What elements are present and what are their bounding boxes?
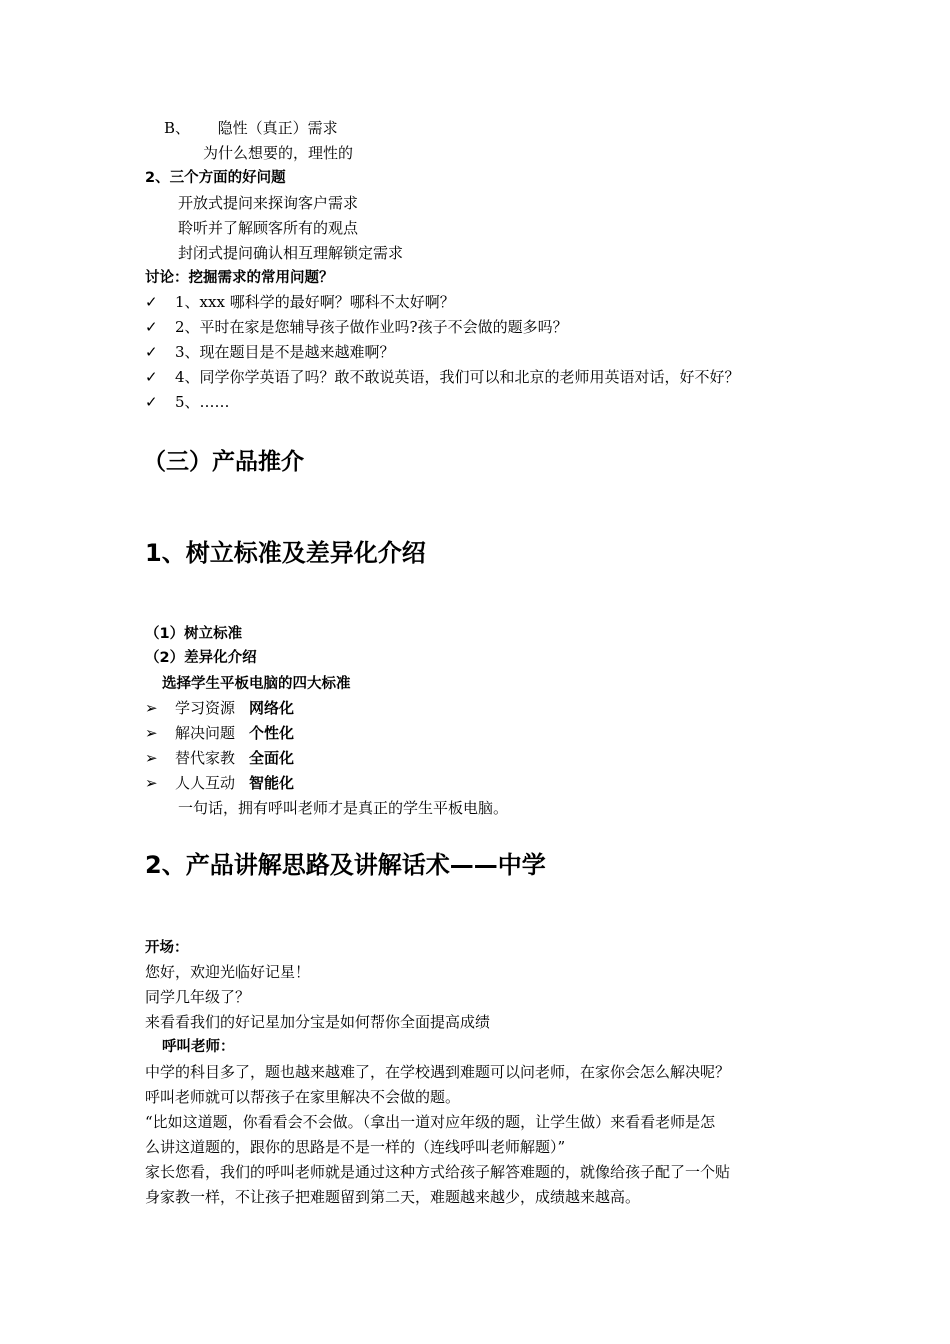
- check-icon: ✓: [145, 293, 158, 311]
- check-icon: ✓: [145, 368, 158, 386]
- standards-title: 选择学生平板电脑的四大标准: [162, 676, 351, 692]
- call-teacher-label: 呼叫老师：: [162, 1039, 235, 1055]
- section-title: （三）产品推介: [143, 449, 304, 475]
- standard-item: [145, 723, 294, 743]
- section-b-label: B、: [164, 119, 191, 137]
- good-questions-heading: 2、三个方面的好问题: [145, 170, 286, 186]
- subheading-standard: （1）树立标准: [145, 626, 243, 642]
- paragraph-line: 呼叫老师就可以帮孩子在家里解决不会做的题。: [145, 1088, 461, 1106]
- subheading-difference: （2）差异化介绍: [145, 650, 257, 666]
- arrow-bullet-icon: ➢: [145, 749, 158, 767]
- discussion-item-text: 4、同学你学英语了吗？敢不敢说英语，我们可以和北京的老师用英语对话，好不好？: [175, 368, 740, 386]
- paragraph-line: “比如这道题，你看看会不会做。（拿出一道对应年级的题，让学生做）来看看老师是怎: [145, 1113, 716, 1131]
- discussion-item: [145, 317, 568, 337]
- standard-label: 解决问题: [175, 724, 236, 742]
- discussion-item: [145, 342, 395, 362]
- good-question-item: 开放式提问来探询客户需求: [178, 194, 359, 212]
- standard-value: 个性化: [249, 724, 295, 742]
- discussion-heading: 讨论：挖掘需求的常用问题？: [145, 270, 334, 286]
- section-b-desc: 为什么想要的，理性的: [203, 144, 354, 162]
- heading-standards: 1、树立标准及差异化介绍: [145, 539, 426, 567]
- arrow-bullet-icon: ➢: [145, 699, 158, 717]
- discussion-item: [145, 367, 740, 387]
- discussion-item-text: 1、xxx 哪科学的最好啊？哪科不太好啊？: [175, 293, 455, 311]
- discussion-item-text: 5、……: [175, 393, 230, 411]
- standards-summary: 一句话，拥有呼叫老师才是真正的学生平板电脑。: [178, 799, 509, 817]
- arrow-bullet-icon: ➢: [145, 774, 158, 792]
- discussion-item-text: 2、平时在家是您辅导孩子做作业吗?孩子不会做的题多吗？: [175, 318, 568, 336]
- standard-item: [145, 698, 294, 718]
- paragraph-line: 中学的科目多了，题也越来越难了，在学校遇到难题可以问老师，在家你会怎么解决呢？: [145, 1063, 731, 1081]
- check-icon: ✓: [145, 393, 158, 411]
- heading-explanation: 2、产品讲解思路及讲解话术——中学: [145, 851, 546, 879]
- standard-label: 人人互动: [175, 774, 236, 792]
- arrow-bullet-icon: ➢: [145, 724, 158, 742]
- opening-line: 来看看我们的好记星加分宝是如何帮你全面提高成绩: [145, 1013, 491, 1031]
- paragraph-line: 家长您看，我们的呼叫老师就是通过这种方式给孩子解答难题的，就像给孩子配了一个贴: [145, 1163, 731, 1181]
- standard-label: 学习资源: [175, 699, 236, 717]
- standard-value: 全面化: [249, 749, 295, 767]
- good-question-item: 封闭式提问确认相互理解锁定需求: [178, 244, 404, 262]
- discussion-item-text: 3、现在题目是不是越来越难啊？: [175, 343, 395, 361]
- opening-line: 同学几年级了？: [145, 988, 251, 1006]
- discussion-item: [145, 392, 230, 412]
- check-icon: ✓: [145, 343, 158, 361]
- paragraph-line: 身家教一样，不让孩子把难题留到第二天，难题越来越少，成绩越来越高。: [145, 1188, 641, 1206]
- opening-label: 开场：: [145, 940, 189, 956]
- standard-item: [145, 773, 294, 793]
- opening-line: 您好，欢迎光临好记星！: [145, 963, 311, 981]
- check-icon: ✓: [145, 318, 158, 336]
- paragraph-line: 么讲这道题的，跟你的思路是不是一样的（连线呼叫老师解题）”: [145, 1138, 566, 1156]
- section-b-title: 隐性（真正）需求: [217, 119, 338, 137]
- standard-label: 替代家教: [175, 749, 236, 767]
- section-b-line: [164, 118, 338, 138]
- standard-value: 智能化: [249, 774, 295, 792]
- standard-item: [145, 748, 294, 768]
- good-question-item: 聆听并了解顾客所有的观点: [178, 219, 359, 237]
- discussion-item: [145, 292, 455, 312]
- standard-value: 网络化: [249, 699, 295, 717]
